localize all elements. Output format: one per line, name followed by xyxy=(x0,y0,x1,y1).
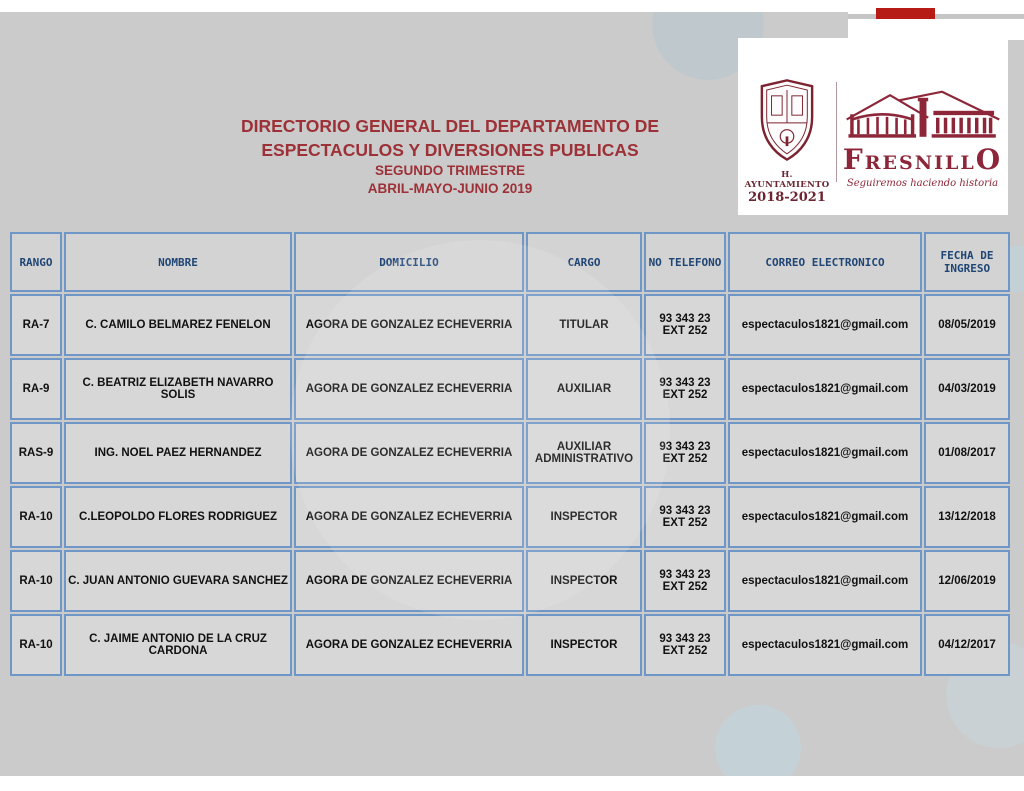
topright-gray-line xyxy=(848,14,1024,19)
cell-rango: RAS-9 xyxy=(10,422,62,484)
cell-telefono xyxy=(644,614,726,676)
cell-rango: RA-10 xyxy=(10,550,62,612)
logo-panel xyxy=(738,38,1008,215)
telefono-line1: 93 343 23 xyxy=(659,377,711,389)
column-header-rango: RANGO xyxy=(10,232,62,292)
ayuntamiento-crest xyxy=(738,48,836,205)
cell-fecha: 04/12/2017 xyxy=(924,614,1010,676)
cell-rango: RA-10 xyxy=(10,614,62,676)
page-title-block xyxy=(150,114,750,198)
cell-correo: espectaculos1821@gmail.com xyxy=(728,294,922,356)
top-white-strip xyxy=(0,0,1024,12)
crest-caption: H. AYUNTAMIENTO xyxy=(744,170,830,190)
telefono-line2: EXT 252 xyxy=(662,453,708,465)
telefono-line2: EXT 252 xyxy=(662,389,708,401)
bottom-white-strip xyxy=(0,776,1024,791)
cell-domicilio: AGORA DE GONZALEZ ECHEVERRIA xyxy=(294,358,524,420)
cell-cargo: INSPECTOR xyxy=(526,486,642,548)
brand-tagline: Seguiremos haciendo historia xyxy=(846,178,999,189)
cell-fecha: 12/06/2019 xyxy=(924,550,1010,612)
brand-wordmark xyxy=(837,143,1008,177)
column-header-nombre: NOMBRE xyxy=(64,232,292,292)
column-header-correo: CORREO ELECTRONICO xyxy=(728,232,922,292)
cell-fecha: 01/08/2017 xyxy=(924,422,1010,484)
cell-rango: RA-7 xyxy=(10,294,62,356)
telefono-line2: EXT 252 xyxy=(662,645,708,657)
cell-nombre: ING. NOEL PAEZ HERNANDEZ xyxy=(64,422,292,484)
cell-cargo: AUXILIAR ADMINISTRATIVO xyxy=(526,422,642,484)
cell-nombre: C. JAIME ANTONIO DE LA CRUZ CARDONA xyxy=(64,614,292,676)
cell-domicilio: AGORA DE GONZALEZ ECHEVERRIA xyxy=(294,294,524,356)
directory-table xyxy=(8,230,1012,678)
page-title-line1: DIRECTORIO GENERAL DEL DEPARTAMENTO DE xyxy=(240,116,660,136)
cell-fecha: 13/12/2018 xyxy=(924,486,1010,548)
table-row xyxy=(10,294,1010,356)
cell-telefono xyxy=(644,294,726,356)
cell-nombre: C. BEATRIZ ELIZABETH NAVARRO SOLIS xyxy=(64,358,292,420)
crest-years: 2018-2021 xyxy=(748,190,826,205)
cell-rango: RA-10 xyxy=(10,486,62,548)
column-header-cargo: CARGO xyxy=(526,232,642,292)
column-header-fecha: FECHA DE INGRESO xyxy=(924,232,1010,292)
cell-cargo: AUXILIAR xyxy=(526,358,642,420)
cell-telefono xyxy=(644,486,726,548)
fresnillo-logo xyxy=(837,64,1008,189)
cell-fecha: 04/03/2019 xyxy=(924,358,1010,420)
table-header-row xyxy=(10,232,1010,292)
cell-correo: espectaculos1821@gmail.com xyxy=(728,614,922,676)
table-row xyxy=(10,358,1010,420)
brand-middle: RESNILL xyxy=(864,152,976,174)
brand-initial: F xyxy=(842,143,865,176)
cell-nombre: C.LEOPOLDO FLORES RODRIGUEZ xyxy=(64,486,292,548)
cell-domicilio: AGORA DE GONZALEZ ECHEVERRIA xyxy=(294,422,524,484)
column-header-domicilio: DOMICILIO xyxy=(294,232,524,292)
telefono-line1: 93 343 23 xyxy=(659,505,711,517)
cell-fecha: 08/05/2019 xyxy=(924,294,1010,356)
telefono-line1: 93 343 23 xyxy=(659,569,711,581)
cell-cargo: INSPECTOR xyxy=(526,614,642,676)
crest-shield-icon xyxy=(758,78,816,162)
cell-rango: RA-9 xyxy=(10,358,62,420)
fresnillo-skyline-icon xyxy=(843,90,1003,142)
cell-domicilio: AGORA DE GONZALEZ ECHEVERRIA xyxy=(294,614,524,676)
cell-cargo: INSPECTOR xyxy=(526,550,642,612)
page-subtitle-quarter: SEGUNDO TRIMESTRE xyxy=(374,163,525,178)
topright-red-bar xyxy=(876,8,935,19)
cell-telefono xyxy=(644,422,726,484)
table-row xyxy=(10,486,1010,548)
table-row xyxy=(10,550,1010,612)
cell-telefono xyxy=(644,358,726,420)
telefono-line2: EXT 252 xyxy=(662,325,708,337)
telefono-line2: EXT 252 xyxy=(662,581,708,593)
cell-correo: espectaculos1821@gmail.com xyxy=(728,486,922,548)
cell-telefono xyxy=(644,550,726,612)
page-subtitle-months: ABRIL-MAYO-JUNIO 2019 xyxy=(367,181,533,196)
column-header-telefono: NO TELEFONO xyxy=(644,232,726,292)
cell-domicilio: AGORA DE GONZALEZ ECHEVERRIA xyxy=(294,550,524,612)
telefono-line2: EXT 252 xyxy=(662,517,708,529)
telefono-line1: 93 343 23 xyxy=(659,633,711,645)
brand-final: O xyxy=(975,143,1003,176)
cell-correo: espectaculos1821@gmail.com xyxy=(728,358,922,420)
cell-correo: espectaculos1821@gmail.com xyxy=(728,422,922,484)
table-row xyxy=(10,614,1010,676)
cell-nombre: C. JUAN ANTONIO GUEVARA SANCHEZ xyxy=(64,550,292,612)
cell-nombre: C. CAMILO BELMAREZ FENELON xyxy=(64,294,292,356)
cell-cargo: TITULAR xyxy=(526,294,642,356)
cell-correo: espectaculos1821@gmail.com xyxy=(728,550,922,612)
telefono-line1: 93 343 23 xyxy=(659,313,711,325)
table-row xyxy=(10,422,1010,484)
cell-domicilio: AGORA DE GONZALEZ ECHEVERRIA xyxy=(294,486,524,548)
telefono-line1: 93 343 23 xyxy=(659,441,711,453)
page-title-line2: ESPECTACULOS Y DIVERSIONES PUBLICAS xyxy=(261,140,639,160)
